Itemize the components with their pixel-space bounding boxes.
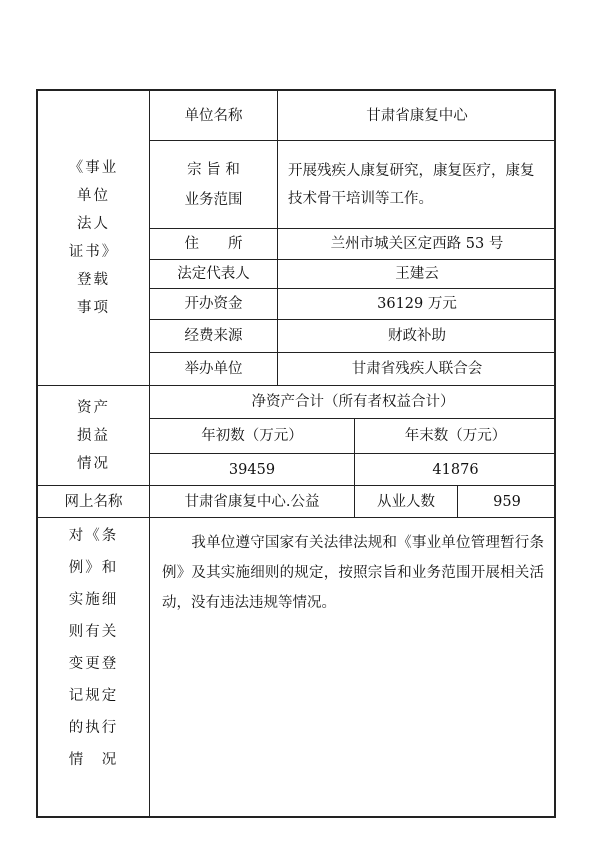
compliance-text: 我单位遵守国家有关法律法规和《事业单位管理暂行条例》及其实施细则的规定，按照宗旨和业务范围开展相关活动，没有违法违规等情况。 bbox=[162, 535, 544, 611]
label-line: 损益 bbox=[77, 427, 110, 444]
staff-count-value: 959 bbox=[458, 486, 556, 518]
legal-rep-value: 王建云 bbox=[278, 260, 556, 289]
label-line: 登载 bbox=[77, 272, 110, 288]
label-line: 的执行 bbox=[68, 720, 119, 736]
label-line: 证书》 bbox=[68, 244, 119, 260]
label-line: 单位 bbox=[77, 188, 110, 204]
address-value: 兰州市城关区定西路 53 号 bbox=[278, 229, 556, 260]
label-line: 实施细 bbox=[68, 592, 119, 608]
registration-items-label bbox=[38, 91, 150, 386]
unit-name-value: 甘肃省康复中心 bbox=[278, 91, 556, 141]
label-line: 变更登 bbox=[68, 656, 119, 672]
legal-rep-label: 法定代表人 bbox=[150, 260, 278, 289]
label-line: 法人 bbox=[77, 216, 110, 232]
capital-value: 36129 万元 bbox=[278, 289, 556, 320]
net-assets-header: 净资产合计（所有者权益合计） bbox=[150, 386, 556, 419]
purpose-value bbox=[278, 141, 556, 229]
funding-label: 经费来源 bbox=[150, 320, 278, 353]
unit-name-label: 单位名称 bbox=[150, 91, 278, 141]
label-line: 则有关 bbox=[68, 624, 119, 640]
capital-label: 开办资金 bbox=[150, 289, 278, 320]
end-year-label: 年末数（万元） bbox=[355, 419, 556, 454]
begin-year-label: 年初数（万元） bbox=[150, 419, 355, 454]
end-year-value: 41876 bbox=[355, 454, 556, 486]
sponsor-label: 举办单位 bbox=[150, 353, 278, 386]
label-line: 事项 bbox=[77, 300, 110, 316]
address-label: 住 所 bbox=[150, 229, 278, 260]
registration-table bbox=[36, 89, 556, 818]
label-line: 情 况 bbox=[68, 752, 119, 768]
compliance-statement bbox=[150, 518, 556, 816]
label-line: 对《条 bbox=[68, 528, 119, 544]
label-line: 例》和 bbox=[68, 560, 119, 576]
regulations-label bbox=[38, 518, 150, 816]
label-line: 记规定 bbox=[68, 688, 119, 704]
assets-label bbox=[38, 386, 150, 486]
purpose-label bbox=[150, 141, 278, 229]
purpose-text: 开展残疾人康复研究，康复医疗，康复技术骨干培训等工作。 bbox=[288, 162, 535, 207]
sponsor-value: 甘肃省残疾人联合会 bbox=[278, 353, 556, 386]
online-name-value: 甘肃省康复中心.公益 bbox=[150, 486, 355, 518]
label-line: 情况 bbox=[77, 455, 110, 472]
begin-year-value: 39459 bbox=[150, 454, 355, 486]
staff-count-label: 从业人数 bbox=[355, 486, 458, 518]
online-name-label: 网上名称 bbox=[38, 486, 150, 518]
funding-value: 财政补助 bbox=[278, 320, 556, 353]
label-line: 宗 旨 和 bbox=[187, 161, 240, 178]
label-line: 资产 bbox=[77, 399, 110, 416]
label-line: 《事业 bbox=[68, 160, 119, 176]
label-line: 业务范围 bbox=[184, 191, 243, 208]
